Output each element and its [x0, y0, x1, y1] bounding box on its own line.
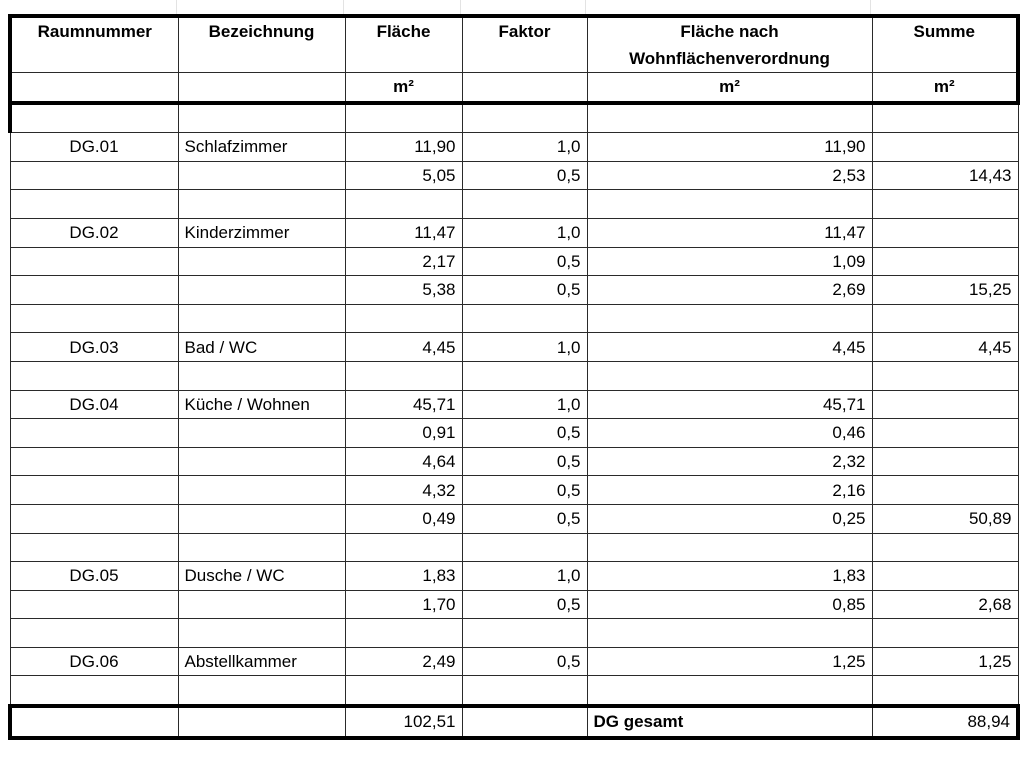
cell-designation[interactable]	[178, 619, 345, 648]
cell-sum[interactable]	[872, 190, 1018, 219]
cell-factor[interactable]: 0,5	[462, 419, 587, 448]
unit-row	[10, 73, 1018, 103]
cell-sum[interactable]	[872, 133, 1018, 162]
table-row	[10, 419, 1018, 448]
cell-living-area[interactable]: 1,83	[587, 562, 872, 591]
cell-sum[interactable]	[872, 676, 1018, 706]
cell-factor[interactable]: 0,5	[462, 476, 587, 505]
cell-area[interactable]	[345, 533, 462, 562]
cell-area[interactable]: 5,38	[345, 276, 462, 305]
cell-living-area[interactable]: 11,47	[587, 218, 872, 247]
cell-area[interactable]: 4,45	[345, 333, 462, 362]
cell-area[interactable]: 11,47	[345, 218, 462, 247]
cell-designation[interactable]	[178, 161, 345, 190]
total-row	[10, 706, 1018, 738]
cell-room-number[interactable]	[10, 304, 178, 333]
unit-sum[interactable]: m²	[872, 73, 1018, 103]
cell-factor[interactable]: 0,5	[462, 447, 587, 476]
cell-room-number[interactable]: DG.05	[10, 562, 178, 591]
table-row	[10, 504, 1018, 533]
cell-living-area[interactable]	[587, 676, 872, 706]
table-row	[10, 562, 1018, 591]
table-body	[10, 103, 1018, 706]
table-row	[10, 333, 1018, 362]
cell-living-area[interactable]: 1,09	[587, 247, 872, 276]
cell-area[interactable]: 2,49	[345, 647, 462, 676]
cell-living-area[interactable]: 0,25	[587, 504, 872, 533]
cell-designation[interactable]	[178, 419, 345, 448]
cell-living-area[interactable]: 2,32	[587, 447, 872, 476]
cell-room-number[interactable]: DG.06	[10, 647, 178, 676]
cell-factor[interactable]: 1,0	[462, 562, 587, 591]
cell-area[interactable]: 2,17	[345, 247, 462, 276]
cell-factor[interactable]: 0,5	[462, 504, 587, 533]
cell-area[interactable]: 45,71	[345, 390, 462, 419]
header-room-number[interactable]: Raumnummer	[10, 16, 178, 73]
cell-room-number[interactable]	[10, 447, 178, 476]
cell-factor[interactable]	[462, 533, 587, 562]
cell-area[interactable]	[345, 304, 462, 333]
cell-designation[interactable]	[178, 476, 345, 505]
unit-cell-empty[interactable]	[10, 73, 178, 103]
cell-room-number[interactable]	[10, 676, 178, 706]
cell-area[interactable]	[345, 103, 462, 133]
cell-sum[interactable]	[872, 390, 1018, 419]
cell-living-area[interactable]	[587, 190, 872, 219]
header-sum[interactable]: Summe	[872, 16, 1018, 73]
header-factor[interactable]: Faktor	[462, 16, 587, 73]
table-row	[10, 619, 1018, 648]
gridline	[460, 0, 461, 14]
cell-area[interactable]: 4,32	[345, 476, 462, 505]
cell-living-area[interactable]: 11,90	[587, 133, 872, 162]
cell-sum[interactable]: 4,45	[872, 333, 1018, 362]
cell-factor[interactable]: 0,5	[462, 276, 587, 305]
header-area[interactable]: Fläche	[345, 16, 462, 73]
cell-sum[interactable]: 50,89	[872, 504, 1018, 533]
cell-designation[interactable]	[178, 676, 345, 706]
cell-room-number[interactable]	[10, 247, 178, 276]
cell-living-area[interactable]	[587, 533, 872, 562]
table-row	[10, 161, 1018, 190]
cell-designation[interactable]	[178, 103, 345, 133]
cell-room-number[interactable]	[10, 190, 178, 219]
cell-room-number[interactable]	[10, 361, 178, 390]
cell-factor[interactable]: 0,5	[462, 590, 587, 619]
cell-factor[interactable]: 0,5	[462, 247, 587, 276]
cell-living-area[interactable]: 2,69	[587, 276, 872, 305]
cell-room-number[interactable]: DG.03	[10, 333, 178, 362]
unit-area[interactable]: m²	[345, 73, 462, 103]
table-row	[10, 218, 1018, 247]
cell-designation[interactable]	[178, 590, 345, 619]
cell-room-number[interactable]	[10, 533, 178, 562]
cell-room-number[interactable]: DG.02	[10, 218, 178, 247]
cell-area[interactable]: 4,64	[345, 447, 462, 476]
table-row	[10, 476, 1018, 505]
cell-factor[interactable]: 1,0	[462, 333, 587, 362]
cell-factor[interactable]: 0,5	[462, 647, 587, 676]
table-row	[10, 133, 1018, 162]
cell-area[interactable]: 5,05	[345, 161, 462, 190]
cell-area[interactable]: 0,91	[345, 419, 462, 448]
header-living-area-line2: Wohnflächenverordnung	[629, 49, 830, 68]
cell-living-area[interactable]: 2,16	[587, 476, 872, 505]
table-row	[10, 190, 1018, 219]
cell-living-area[interactable]: 0,85	[587, 590, 872, 619]
cell-room-number[interactable]: DG.01	[10, 133, 178, 162]
cell-living-area[interactable]: 1,25	[587, 647, 872, 676]
total-cell-empty[interactable]	[462, 706, 587, 738]
cell-factor[interactable]: 1,0	[462, 133, 587, 162]
cell-sum[interactable]	[872, 304, 1018, 333]
cell-room-number[interactable]: DG.04	[10, 390, 178, 419]
cell-factor[interactable]: 0,5	[462, 161, 587, 190]
cell-sum[interactable]	[872, 562, 1018, 591]
cell-sum[interactable]: 1,25	[872, 647, 1018, 676]
table-row	[10, 276, 1018, 305]
cell-factor[interactable]: 1,0	[462, 218, 587, 247]
cell-sum[interactable]	[872, 218, 1018, 247]
total-sum[interactable]: 88,94	[872, 706, 1018, 738]
cell-room-number[interactable]	[10, 504, 178, 533]
table-row	[10, 361, 1018, 390]
cell-room-number[interactable]	[10, 161, 178, 190]
total-label[interactable]: DG gesamt	[587, 706, 872, 738]
cell-designation[interactable]: Bad / WC	[178, 333, 345, 362]
cell-living-area[interactable]: 0,46	[587, 419, 872, 448]
cell-area[interactable]: 0,49	[345, 504, 462, 533]
cell-area[interactable]: 1,83	[345, 562, 462, 591]
cell-designation[interactable]	[178, 504, 345, 533]
cell-factor[interactable]	[462, 676, 587, 706]
table-row	[10, 676, 1018, 706]
cell-living-area[interactable]	[587, 103, 872, 133]
cell-area[interactable]: 1,70	[345, 590, 462, 619]
cell-area[interactable]	[345, 619, 462, 648]
cell-area[interactable]	[345, 190, 462, 219]
gridline	[176, 0, 177, 14]
table-row	[10, 447, 1018, 476]
cell-living-area[interactable]: 2,53	[587, 161, 872, 190]
cell-designation[interactable]	[178, 533, 345, 562]
cell-room-number[interactable]	[10, 590, 178, 619]
cell-factor[interactable]	[462, 190, 587, 219]
cell-sum[interactable]	[872, 447, 1018, 476]
cell-factor[interactable]	[462, 304, 587, 333]
header-row	[10, 16, 1018, 73]
cell-designation[interactable]	[178, 361, 345, 390]
cell-sum[interactable]	[872, 533, 1018, 562]
table-row	[10, 103, 1018, 133]
total-cell-empty[interactable]	[178, 706, 345, 738]
cell-sum[interactable]	[872, 361, 1018, 390]
cell-sum[interactable]	[872, 103, 1018, 133]
cell-factor[interactable]	[462, 619, 587, 648]
cell-factor[interactable]	[462, 361, 587, 390]
unit-living-area[interactable]: m²	[587, 73, 872, 103]
cell-sum[interactable]	[872, 619, 1018, 648]
table-row	[10, 304, 1018, 333]
cell-designation[interactable]: Küche / Wohnen	[178, 390, 345, 419]
cell-designation[interactable]: Kinderzimmer	[178, 218, 345, 247]
cell-area[interactable]	[345, 361, 462, 390]
cell-room-number[interactable]	[10, 476, 178, 505]
cell-living-area[interactable]	[587, 304, 872, 333]
header-living-area-line1: Fläche nach	[680, 22, 779, 41]
cell-designation[interactable]	[178, 190, 345, 219]
cell-sum[interactable]	[872, 247, 1018, 276]
cell-designation[interactable]: Dusche / WC	[178, 562, 345, 591]
cell-designation[interactable]: Abstellkammer	[178, 647, 345, 676]
cell-room-number[interactable]	[10, 276, 178, 305]
cell-factor[interactable]	[462, 103, 587, 133]
gridline	[870, 0, 871, 14]
table-row	[10, 390, 1018, 419]
gridline	[585, 0, 586, 14]
cell-area[interactable]	[345, 676, 462, 706]
total-area[interactable]: 102,51	[345, 706, 462, 738]
table-row	[10, 533, 1018, 562]
cell-sum[interactable]: 15,25	[872, 276, 1018, 305]
cell-designation[interactable]: Schlafzimmer	[178, 133, 345, 162]
cell-designation[interactable]	[178, 304, 345, 333]
cell-sum[interactable]: 14,43	[872, 161, 1018, 190]
area-calculation-table	[8, 14, 1020, 740]
cell-designation[interactable]	[178, 247, 345, 276]
unit-cell-empty[interactable]	[178, 73, 345, 103]
gridline	[343, 0, 344, 14]
cell-living-area[interactable]: 4,45	[587, 333, 872, 362]
cell-factor[interactable]: 1,0	[462, 390, 587, 419]
cell-designation[interactable]	[178, 447, 345, 476]
cell-living-area[interactable]: 45,71	[587, 390, 872, 419]
table-row	[10, 247, 1018, 276]
table-row	[10, 647, 1018, 676]
cell-living-area[interactable]	[587, 619, 872, 648]
cell-sum[interactable]	[872, 419, 1018, 448]
table-row	[10, 590, 1018, 619]
cell-room-number[interactable]	[10, 619, 178, 648]
cell-room-number[interactable]	[10, 419, 178, 448]
cell-sum[interactable]: 2,68	[872, 590, 1018, 619]
cell-living-area[interactable]	[587, 361, 872, 390]
cell-room-number[interactable]	[10, 103, 178, 133]
total-cell-empty[interactable]	[10, 706, 178, 738]
header-designation[interactable]: Bezeichnung	[178, 16, 345, 73]
unit-cell-empty[interactable]	[462, 73, 587, 103]
cell-area[interactable]: 11,90	[345, 133, 462, 162]
header-living-area[interactable]	[587, 16, 872, 73]
cell-sum[interactable]	[872, 476, 1018, 505]
cell-designation[interactable]	[178, 276, 345, 305]
